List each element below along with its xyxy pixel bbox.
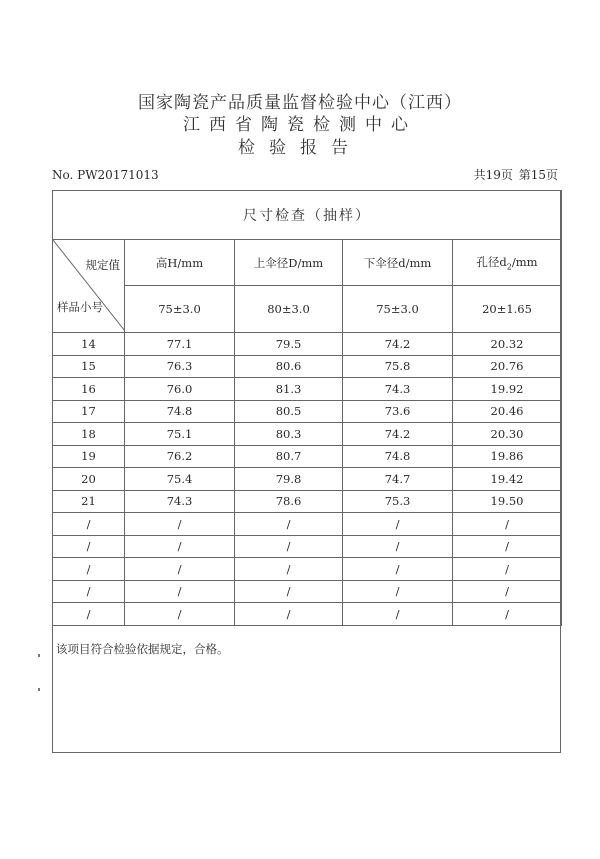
- cell-lower-diameter: /: [343, 603, 453, 626]
- cell-hole-diameter: 20.32: [453, 333, 562, 356]
- spec-upper-diameter: 80±3.0: [235, 286, 343, 333]
- spec-hole-diameter: 20±1.65: [453, 286, 562, 333]
- hole-diameter-label: 孔径d: [476, 254, 507, 269]
- cell-height: 74.8: [125, 400, 235, 423]
- cell-height: 76.2: [125, 445, 235, 468]
- corner-header-cell: [53, 240, 125, 333]
- column-header-upper-diameter: 上伞径D/mm: [235, 240, 343, 286]
- cell-lower-diameter: 74.2: [343, 333, 453, 356]
- cell-sample-number: 18: [53, 423, 125, 446]
- table-row: [53, 378, 562, 401]
- table-row: [53, 400, 562, 423]
- cell-sample-number: /: [53, 580, 125, 603]
- cell-hole-diameter: 19.50: [453, 490, 562, 513]
- cell-hole-diameter: /: [453, 603, 562, 626]
- cell-height: 77.1: [125, 333, 235, 356]
- spec-row: [53, 286, 562, 333]
- cell-upper-diameter: 81.3: [235, 378, 343, 401]
- spec-value-label: 规定值: [85, 258, 120, 272]
- table-title: 尺寸检查（抽样）: [53, 191, 562, 240]
- table-row: [53, 580, 562, 603]
- table-row: [53, 355, 562, 378]
- cell-sample-number: 15: [53, 355, 125, 378]
- diagonal-line: [53, 240, 125, 331]
- page-total: 共19页: [473, 168, 513, 182]
- center-name-national: 国家陶瓷产品质量监督检验中心（江西）: [138, 93, 462, 113]
- column-header-row: [53, 240, 562, 286]
- report-title: 检验报告: [238, 138, 362, 158]
- cell-height: 76.3: [125, 355, 235, 378]
- cell-sample-number: 21: [53, 490, 125, 513]
- page-current: 第15页: [518, 168, 558, 182]
- cell-sample-number: 20: [53, 468, 125, 491]
- cell-height: /: [125, 603, 235, 626]
- cell-upper-diameter: /: [235, 558, 343, 581]
- center-name-provincial: 江西省陶瓷检测中心: [183, 115, 417, 135]
- cell-upper-diameter: /: [235, 603, 343, 626]
- cell-lower-diameter: /: [343, 535, 453, 558]
- cell-sample-number: 14: [53, 333, 125, 356]
- cell-sample-number: /: [53, 603, 125, 626]
- cell-hole-diameter: 20.46: [453, 400, 562, 423]
- table-row: [53, 535, 562, 558]
- cell-height: 75.4: [125, 468, 235, 491]
- cell-hole-diameter: /: [453, 513, 562, 536]
- cell-height: 76.0: [125, 378, 235, 401]
- cell-height: 74.3: [125, 490, 235, 513]
- cell-lower-diameter: /: [343, 513, 453, 536]
- cell-hole-diameter: /: [453, 558, 562, 581]
- cell-lower-diameter: 74.3: [343, 378, 453, 401]
- sample-number-label: 样品小号: [57, 300, 103, 314]
- cell-upper-diameter: /: [235, 580, 343, 603]
- spec-lower-diameter: 75±3.0: [343, 286, 453, 333]
- table-row: [53, 490, 562, 513]
- spec-height: 75±3.0: [125, 286, 235, 333]
- cell-upper-diameter: 79.8: [235, 468, 343, 491]
- cell-hole-diameter: 19.92: [453, 378, 562, 401]
- cell-sample-number: 16: [53, 378, 125, 401]
- cell-hole-diameter: 19.86: [453, 445, 562, 468]
- cell-hole-diameter: /: [453, 580, 562, 603]
- cell-lower-diameter: 74.8: [343, 445, 453, 468]
- cell-upper-diameter: 79.5: [235, 333, 343, 356]
- table-row: [53, 445, 562, 468]
- column-header-height: 高H/mm: [125, 240, 235, 286]
- margin-mark: [38, 688, 40, 691]
- cell-hole-diameter: 19.42: [453, 468, 562, 491]
- cell-upper-diameter: /: [235, 535, 343, 558]
- cell-lower-diameter: 74.7: [343, 468, 453, 491]
- cell-lower-diameter: /: [343, 580, 453, 603]
- dimension-inspection-table: [52, 190, 562, 626]
- cell-lower-diameter: 75.3: [343, 490, 453, 513]
- cell-height: 75.1: [125, 423, 235, 446]
- cell-sample-number: 19: [53, 445, 125, 468]
- table-title-row: [53, 191, 562, 240]
- cell-upper-diameter: /: [235, 513, 343, 536]
- column-header-hole-diameter: [453, 240, 562, 286]
- cell-upper-diameter: 80.5: [235, 400, 343, 423]
- cell-hole-diameter: 20.30: [453, 423, 562, 446]
- cell-sample-number: /: [53, 535, 125, 558]
- cell-upper-diameter: 80.6: [235, 355, 343, 378]
- cell-lower-diameter: 74.2: [343, 423, 453, 446]
- cell-upper-diameter: 80.7: [235, 445, 343, 468]
- margin-mark: [38, 654, 40, 657]
- cell-lower-diameter: /: [343, 558, 453, 581]
- cell-sample-number: 17: [53, 400, 125, 423]
- report-number: No. PW20171013: [52, 168, 159, 182]
- table-row: [53, 423, 562, 446]
- table-row: [53, 513, 562, 536]
- cell-height: /: [125, 558, 235, 581]
- cell-sample-number: /: [53, 513, 125, 536]
- cell-sample-number: /: [53, 558, 125, 581]
- table-row: [53, 603, 562, 626]
- cell-height: /: [125, 580, 235, 603]
- table-row: [53, 333, 562, 356]
- table-row: [53, 468, 562, 491]
- cell-height: /: [125, 513, 235, 536]
- cell-hole-diameter: /: [453, 535, 562, 558]
- hole-diameter-unit: /mm: [511, 254, 538, 269]
- hole-diameter-subscript: 2: [506, 262, 512, 272]
- conclusion-text: 该项目符合检验依据规定，合格。: [56, 642, 229, 656]
- cell-upper-diameter: 78.6: [235, 490, 343, 513]
- cell-height: /: [125, 535, 235, 558]
- cell-upper-diameter: 80.3: [235, 423, 343, 446]
- cell-hole-diameter: 20.76: [453, 355, 562, 378]
- column-header-lower-diameter: 下伞径d/mm: [343, 240, 453, 286]
- cell-lower-diameter: 75.8: [343, 355, 453, 378]
- table-row: [53, 558, 562, 581]
- cell-lower-diameter: 73.6: [343, 400, 453, 423]
- page-indicator: [472, 166, 558, 183]
